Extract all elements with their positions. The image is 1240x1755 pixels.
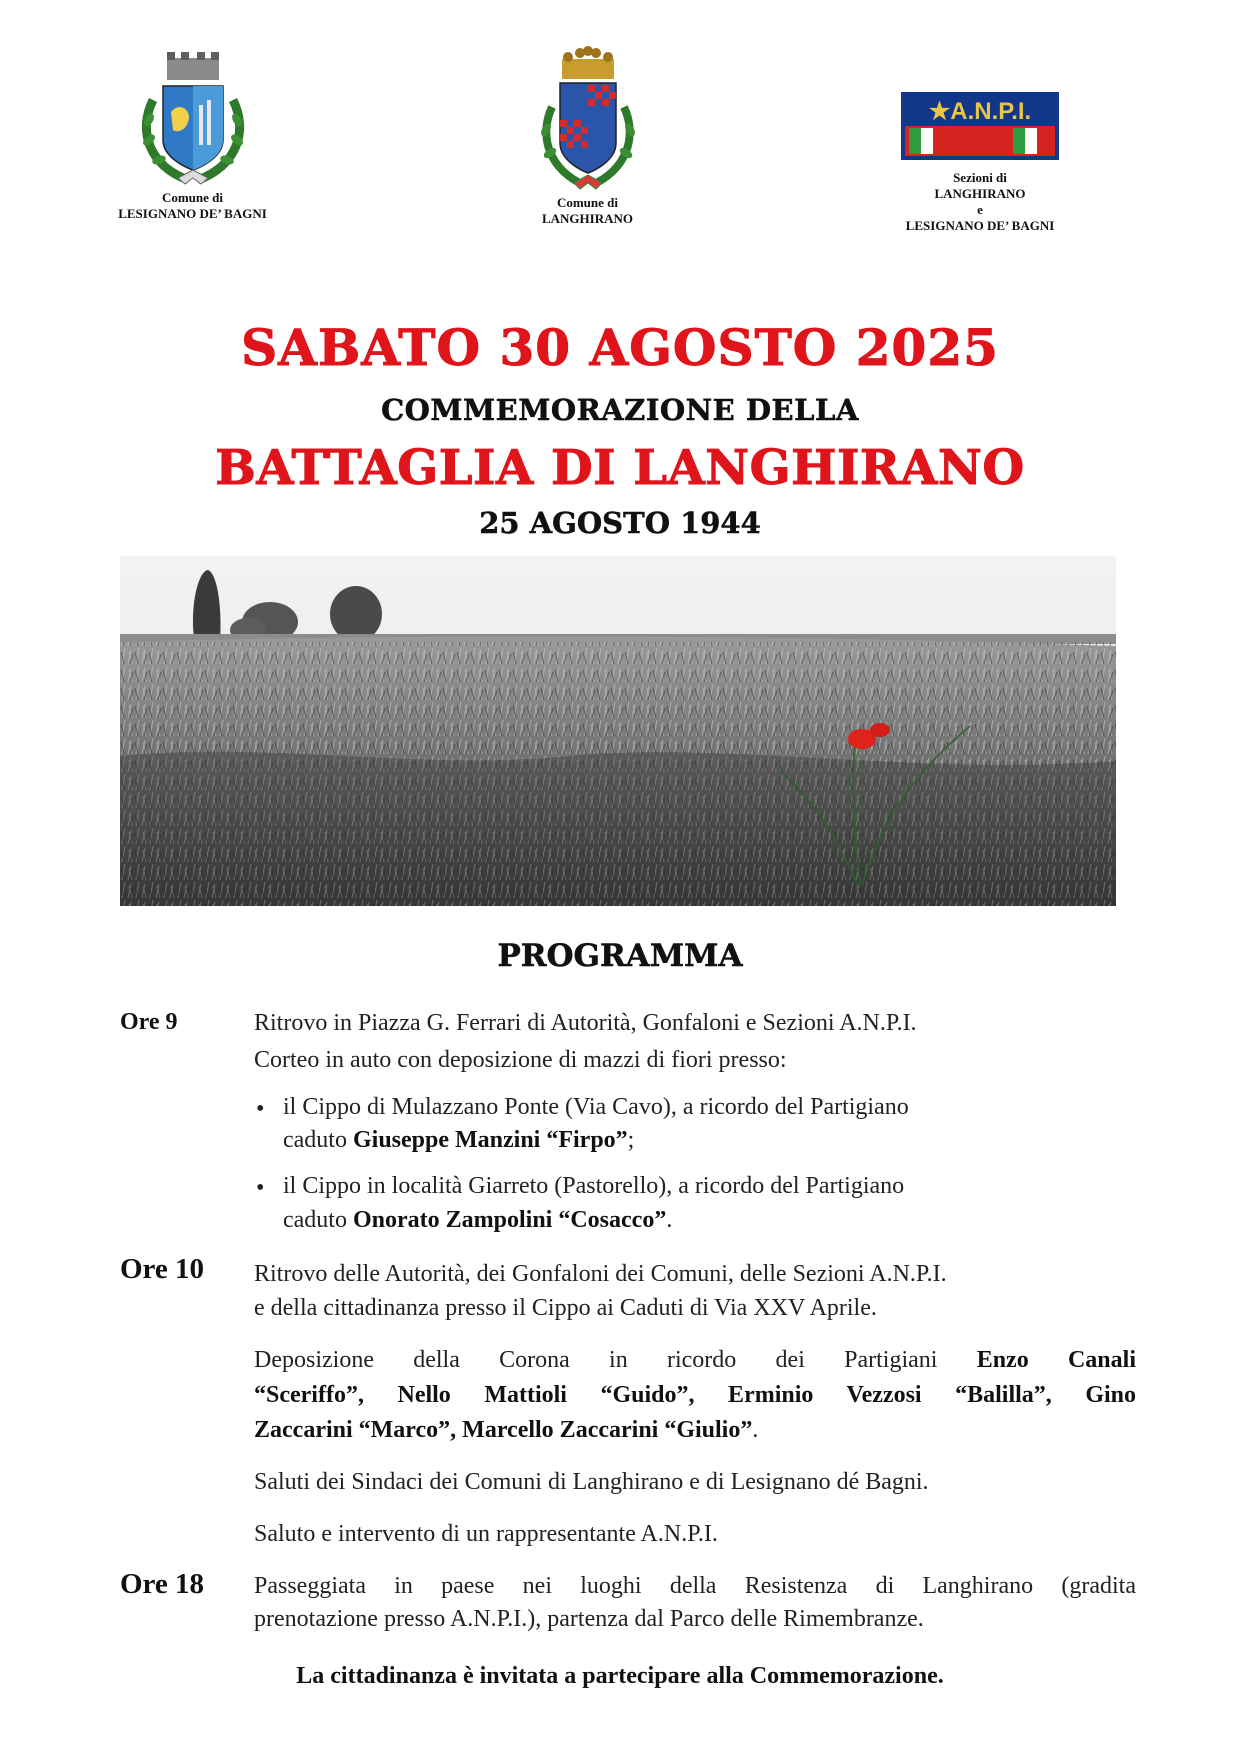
corona-line1: Deposizione della Corona in ricordo dei Partigiani Enzo Canali [254,1347,1136,1373]
anpi-caption-line2: LANGHIRANO [934,186,1026,201]
commemoration-heading: COMMEMORAZIONE DELLA [381,393,859,427]
ore18-line1: Passeggiata in paese nei luoghi della Resistenza di Langhirano (gradita [254,1573,1136,1599]
ore10-line1: Ritrovo delle Autorità, dei Gonfaloni dei Comuni, delle Sezioni A.N.P.I. [254,1261,947,1287]
event-date-heading: SABATO 30 AGOSTO 2025 [241,318,999,377]
logo-langhirano [490,45,685,227]
partisan-name: Giuseppe Manzini “Firpo” [352,1127,628,1153]
partisan-name: Onorato Zampolini “Cosacco” [352,1207,667,1233]
langhirano-caption-line2: LANGHIRANO [541,211,633,226]
ore18-line2: prenotazione presso A.N.P.I.), partenza dal Parco delle Rimembranze. [254,1606,924,1632]
battle-date-heading: 25 AGOSTO 1944 [479,506,761,540]
bullet2-line2: caduto Onorato Zampolini “Cosacco”. [283,1207,673,1233]
time-ore-10: Ore 10 [120,1253,205,1285]
ore10-saluto: Saluto e intervento di un rappresentante A.N.P.I. [254,1521,718,1547]
anpi-caption-line3: e [977,202,983,217]
bullet-dot: • [256,1096,265,1122]
langhirano-coat-of-arms-icon [490,45,685,195]
lesignano-caption-line1: Comune di [161,190,224,205]
logo-anpi [880,92,1080,234]
bullet1-line1: il Cippo di Mulazzano Ponte (Via Cavo), a ricordo del Partigiano [283,1094,909,1120]
bullet1-line2: caduto Giuseppe Manzini “Firpo”; [283,1127,635,1153]
time-ore-18: Ore 18 [120,1568,205,1600]
anpi-logo-icon [880,92,1080,160]
ore9-line2: Corteo in auto con deposizione di mazzi di fiori presso: [254,1047,787,1073]
bullet-dot: • [256,1175,265,1201]
lesignano-caption-line2: LESIGNANO DE’ BAGNI [118,206,267,221]
programme-heading: PROGRAMMA [497,938,743,974]
corona-line2: “Sceriffo”, Nello Mattioli “Guido”, Erminio Vezzosi “Balilla”, Gino [254,1382,1136,1408]
lesignano-coat-of-arms-icon [95,50,290,190]
corona-line3: Zaccarini “Marco”, Marcello Zaccarini “Giulio”. [254,1417,759,1443]
ore10-saluti: Saluti dei Sindaci dei Comuni di Langhirano e di Lesignano dé Bagni. [254,1469,929,1495]
langhirano-caption-line1: Comune di [556,195,619,210]
field-with-poppy-photo-icon [120,556,1116,906]
anpi-logo-text: ★A.N.P.I. [928,98,1032,125]
anpi-caption-line1: Sezioni di [953,170,1007,185]
logo-lesignano [95,50,290,222]
ore10-line2: e della cittadinanza presso il Cippo ai Caduti di Via XXV Aprile. [254,1295,877,1321]
closing-invitation: La cittadinanza è invitata a partecipare alla Commemorazione. [296,1663,944,1689]
anpi-caption-line4: LESIGNANO DE’ BAGNI [905,218,1055,233]
time-ore-9: Ore 9 [120,1009,178,1035]
battle-title-heading: BATTAGLIA DI LANGHIRANO [215,440,1025,496]
ore9-line1: Ritrovo in Piazza G. Ferrari di Autorità, Gonfaloni e Sezioni A.N.P.I. [254,1010,917,1036]
bullet2-line1: il Cippo in località Giarreto (Pastorello), a ricordo del Partigiano [283,1173,905,1199]
